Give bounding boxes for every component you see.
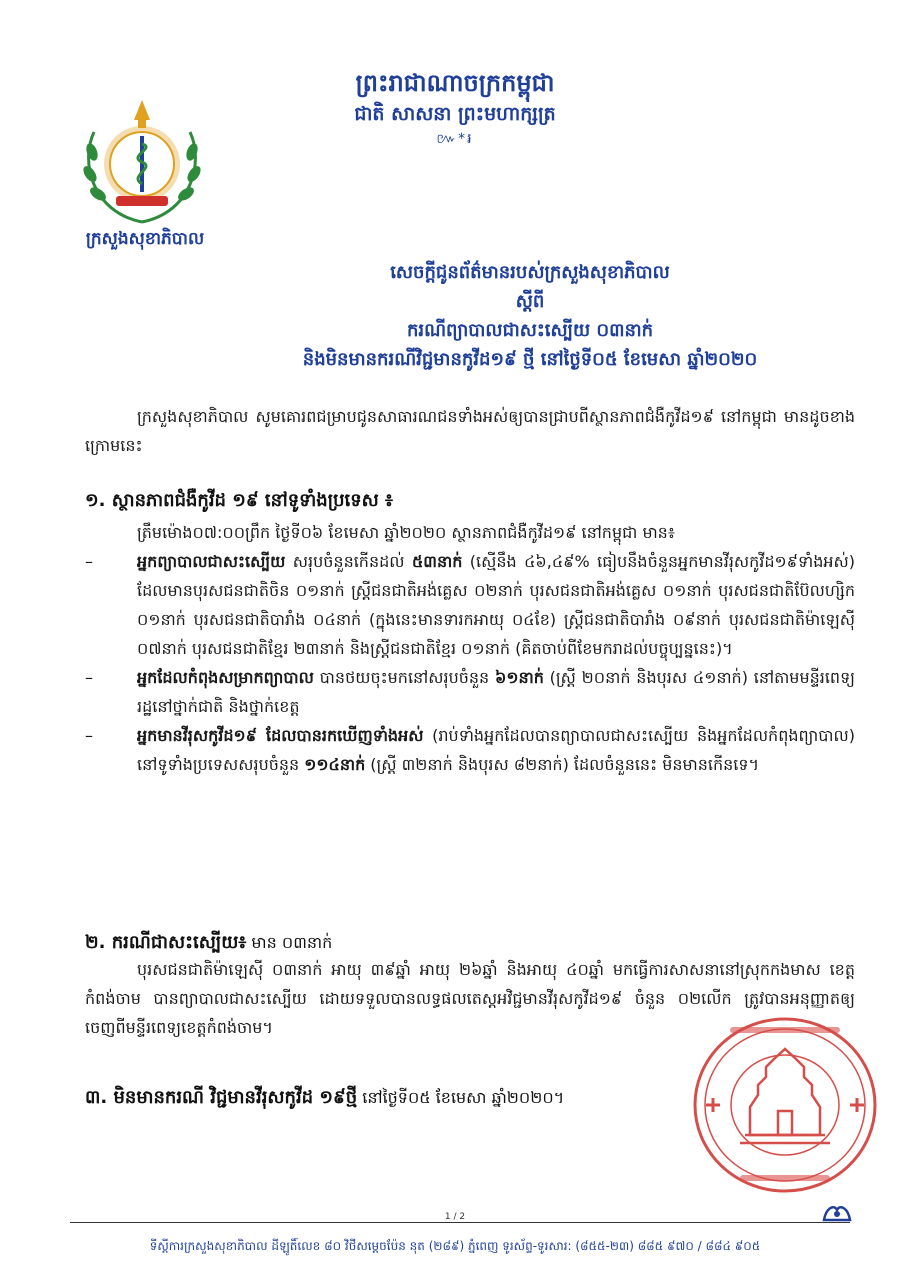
bullet-text: សរុបចំនួនកើនដល់ <box>285 552 412 571</box>
bullet-figure: ៥៣នាក់ <box>411 552 463 571</box>
header-ornament: ៚*៛ <box>436 131 474 147</box>
bullet-label: អ្នកមានវីរុសកូវីដ១៩ ដែលបានរកឃើញទាំងអស់ <box>137 726 424 745</box>
section-3-suffix: នៅថ្ងៃទី០៥ ខែមេសា ឆ្នាំ២០២០។ <box>357 1088 565 1107</box>
ministry-logo-icon <box>72 92 212 230</box>
section-2-heading <box>85 930 332 957</box>
section-1-lead: ត្រឹមម៉ោង០៧:០០ព្រឹក ថ្ងៃទី០៦ ខែមេសា ឆ្នាំ២០២០ ស្ថានភាពជំងឺកូវីដ១៩ នៅកម្ពុជា មាន៖ <box>137 523 675 542</box>
list-item <box>85 663 855 721</box>
bullet-text: បានថយចុះមកនៅសរុបចំនួន <box>313 668 496 687</box>
list-item <box>85 547 855 663</box>
bullet-rest: (ស្មើនឹង ៤៦,៤៩% ធៀបនឹងចំនួនអ្នកមានវីរុសកូវីដ១៩ទាំងអស់) ដែលមានបុរសជនជាតិចិន ០១នាក់ ស្ត្រីជនជាតិអង់គ្លេស ០២នាក់ បុរសជនជាតិអង់គ្លេស ០១នាក់ បុរសជនជាតិប៊ែលហ្សិក ០១នាក់ បុរសជនជាតិបារាំង ០៤នាក់ (ក្នុងនេះមានទារកអាយុ ០៤ខែ) ស្ត្រីជនជាតិបារាំង ០៩នាក់ បុរសជនជាតិម៉ាឡេស៊ី ០៧នាក់ បុរសជនជាតិខ្មែរ ២៣នាក់ និងស្ត្រីជនជាតិខ្មែរ ០១នាក់ (គិតចាប់ពីខែមករាដល់បច្ចុប្បន្ននេះ)។ <box>137 552 856 658</box>
bullet-dash: – <box>85 668 93 687</box>
document-header <box>290 66 620 150</box>
section-3-line <box>85 1085 564 1112</box>
list-item <box>85 721 855 779</box>
ministry-name: ក្រសួងសុខាភិបាល <box>85 229 205 249</box>
intro-paragraph: ក្រសួងសុខាភិបាល សូមគោរពជម្រាបជូនសាធារណជនទាំងអស់ឲ្យបានជ្រាបពីស្ថានភាពជំងឺកូវីដ១៩ នៅកម្ពុជា មានដូចខាងក្រោមនេះ <box>85 407 855 455</box>
bullet-rest: (ស្ត្រី ២០នាក់ និងបុរស ៤១នាក់) នៅតាមមន្ទីរពេទ្យរដ្ឋនៅថ្នាក់ជាតិ និងថ្នាក់ខេត្ត <box>137 668 856 716</box>
section-1-heading: ១. ស្ថានភាពជំងឺកូវីដ ១៩ នៅទូទាំងប្រទេស ៖ <box>85 490 393 511</box>
kingdom-title: ព្រះរាជាណាចក្រកម្ពុជា <box>355 69 555 97</box>
bullet-label: អ្នកព្យាបាលជាសះស្បើយ <box>137 552 286 571</box>
section-1-body <box>85 518 855 779</box>
section-3-heading: ៣. មិនមានករណី វិជ្ជមានវីរុសកូវីដ ១៩ថ្មី <box>85 1087 358 1108</box>
bullet-figure: ៦១នាក់ <box>495 668 544 687</box>
bullet-dash: – <box>85 726 93 745</box>
bullet-text: (រាប់ទាំងអ្នកដែលបានព្យាបាលជាសះស្បើយ និងអ្នកដែលកំពុងព្យាបាល) នៅទូទាំងប្រទេសសរុបចំនួន <box>137 726 855 774</box>
section-2-heading-label: ២. ករណីជាសះស្បើយ៖ <box>85 932 247 953</box>
official-stamp-icon <box>690 1015 880 1195</box>
section-2-heading-suffix: មាន ០៣នាក់ <box>246 933 333 952</box>
page-number: 1 / 2 <box>430 1212 480 1222</box>
document-title <box>230 258 830 374</box>
title-line-2: ស្តីពី <box>515 291 545 312</box>
bullet-rest: (ស្ត្រី ៣២នាក់ និងបុរស ៨២នាក់) ដែលចំនួននេះ មិនមានកើនទេ។ <box>365 755 760 774</box>
footer-emblem-icon <box>820 1198 854 1226</box>
title-line-3: ករណីព្យាបាលជាសះស្បើយ ០៣នាក់ <box>406 320 654 341</box>
title-line-1: សេចក្តីជូនព័ត៌មានរបស់ក្រសួងសុខាភិបាល <box>390 262 670 283</box>
bullet-dash: – <box>85 552 93 571</box>
national-motto: ជាតិ សាសនា ព្រះមហាក្សត្រ <box>354 103 556 125</box>
footer-address: ទីស្តីការក្រសួងសុខាភិបាល ដីឡូតិ៍លេខ ៨០ វិថីសម្តេចប៉ែន នុត (២៨៩) ភ្នំពេញ ទូរស័ព្ទ-ទូរសារ: (៨៥៥-២៣) ៨៨៥ ៩៧០ / ៨៨៤ ៩០៥ <box>149 1239 761 1253</box>
bullet-figure: ១១៤នាក់ <box>304 755 366 774</box>
bullet-label: អ្នកដែលកំពុងសម្រាកព្យាបាល <box>137 668 314 687</box>
title-line-4: និងមិនមានករណីវិជ្ជមានកូវីដ១៩ ថ្មី នៅថ្ងៃទី០៥ ខែមេសា ឆ្នាំ២០២០ <box>302 349 758 370</box>
footer-divider <box>70 1222 850 1223</box>
section-2-body: បុរសជនជាតិម៉ាឡេស៊ី ០៣នាក់ អាយុ ៣៩ឆ្នាំ អាយុ ២៦ឆ្នាំ និងអាយុ ៤០ឆ្នាំ មកធ្វើការសាសនានៅស្រុកកងមាស ខេត្តកំពង់ចាម បានព្យាបាលជាសះស្បើយ ដោយទទួលបានលទ្ធផលតេស្តអវិជ្ជមានវីរុសកូវីដ១៩ ចំនួន ០២លើក ត្រូវបានអនុញ្ញាតឲ្យចេញពីមន្ទីរពេទ្យខេត្តកំពង់ចាម។ <box>85 960 855 1037</box>
